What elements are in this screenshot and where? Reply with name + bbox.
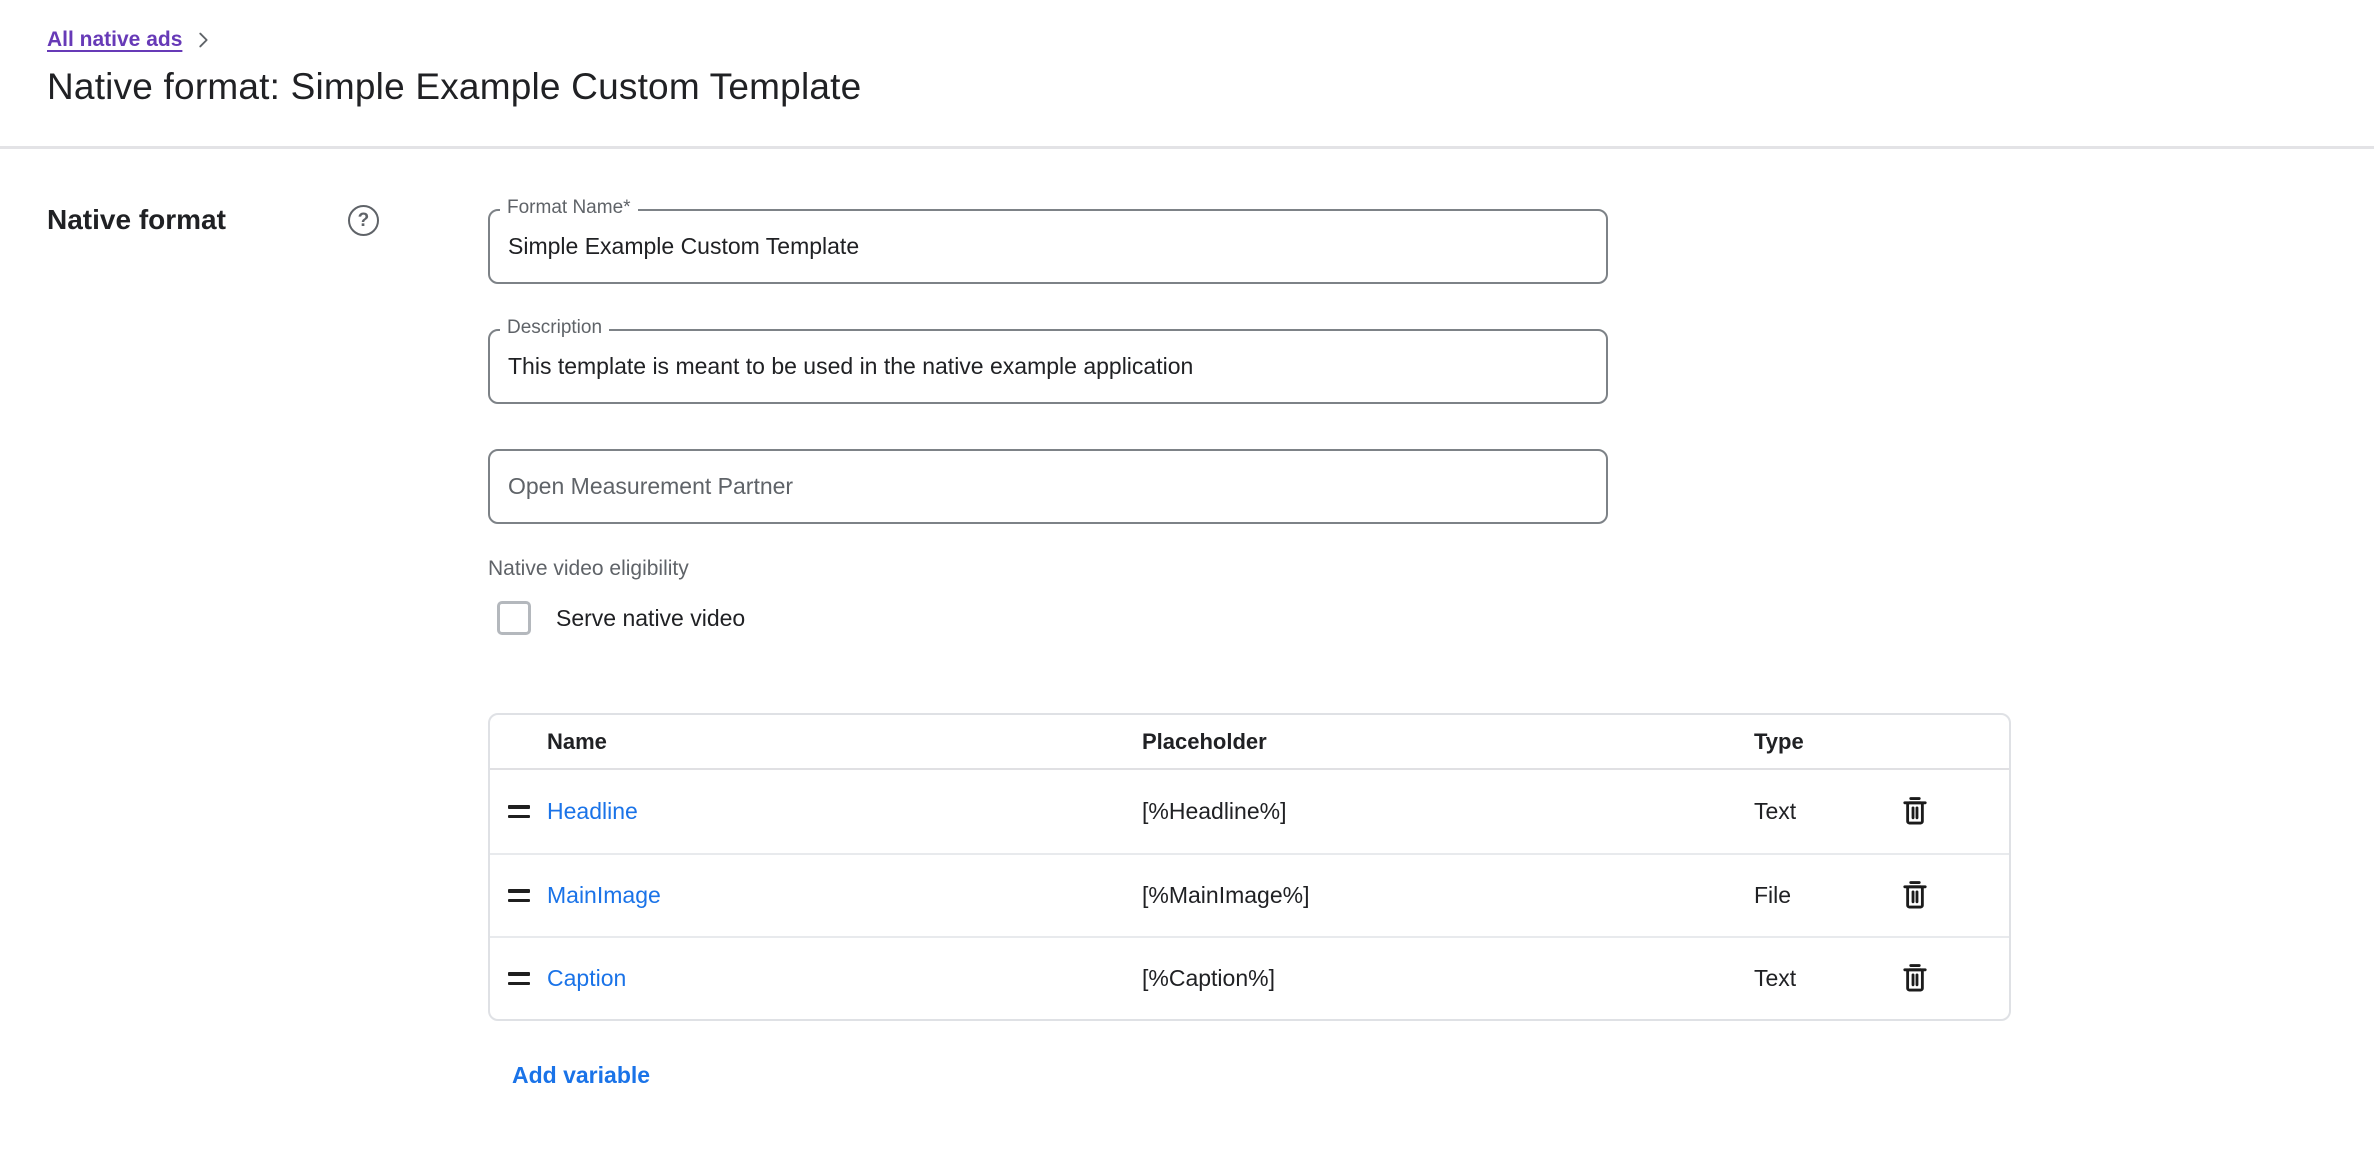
native-format-form <box>488 149 2011 1089</box>
drag-handle-icon[interactable] <box>508 972 530 985</box>
breadcrumb <box>47 28 2374 52</box>
column-header-placeholder: Placeholder <box>1142 728 1267 754</box>
drag-handle-icon[interactable] <box>508 889 530 902</box>
column-header-name: Name <box>547 728 607 754</box>
native-video-eligibility-label: Native video eligibility <box>488 557 689 580</box>
page-title: Native format: Simple Example Custom Template <box>47 66 862 107</box>
table-row-mainimage <box>490 853 2009 936</box>
table-row-headline <box>490 770 2009 853</box>
format-name-label: Format Name* <box>500 197 638 219</box>
open-measurement-partner-input[interactable] <box>488 449 1608 524</box>
variable-placeholder: [%Headline%] <box>1142 798 1287 824</box>
serve-native-video-checkbox[interactable] <box>497 601 531 635</box>
help-icon[interactable]: ? <box>348 205 379 236</box>
chevron-right-icon <box>192 29 214 51</box>
page-header <box>0 0 2374 149</box>
variable-name-link[interactable]: Headline <box>547 798 638 824</box>
description-input[interactable] <box>488 329 1608 404</box>
variable-placeholder: [%Caption%] <box>1142 965 1275 991</box>
variable-name-link[interactable]: Caption <box>547 965 627 991</box>
trash-icon <box>1898 878 1932 912</box>
variables-table <box>488 713 2011 1021</box>
section-title: Native format <box>47 204 226 235</box>
delete-variable-button[interactable] <box>1897 961 1933 997</box>
variable-type: File <box>1754 882 1792 908</box>
serve-native-video-label: Serve native video <box>556 604 746 631</box>
breadcrumb-link-all-native-ads[interactable]: All native ads <box>47 28 183 51</box>
drag-handle-icon[interactable] <box>508 805 530 818</box>
column-header-type: Type <box>1754 728 1804 754</box>
section-label-column <box>47 149 488 1089</box>
trash-icon <box>1898 961 1932 995</box>
variable-name-link[interactable]: MainImage <box>547 882 661 908</box>
delete-variable-button[interactable] <box>1897 794 1933 830</box>
description-label: Description <box>500 317 609 339</box>
trash-icon <box>1898 794 1932 828</box>
serve-native-video-row <box>488 601 2011 635</box>
table-row-caption <box>490 936 2009 1019</box>
delete-variable-button[interactable] <box>1897 878 1933 914</box>
variable-type: Text <box>1754 965 1797 991</box>
variables-table-header <box>490 715 2009 770</box>
format-name-field <box>488 197 1608 284</box>
open-measurement-partner-field <box>488 449 1608 524</box>
add-variable-button[interactable]: Add variable <box>512 1062 651 1088</box>
description-field <box>488 317 1608 404</box>
main-content <box>0 149 2374 1089</box>
variable-placeholder: [%MainImage%] <box>1142 882 1310 908</box>
format-name-input[interactable] <box>488 209 1608 284</box>
variable-type: Text <box>1754 798 1797 824</box>
